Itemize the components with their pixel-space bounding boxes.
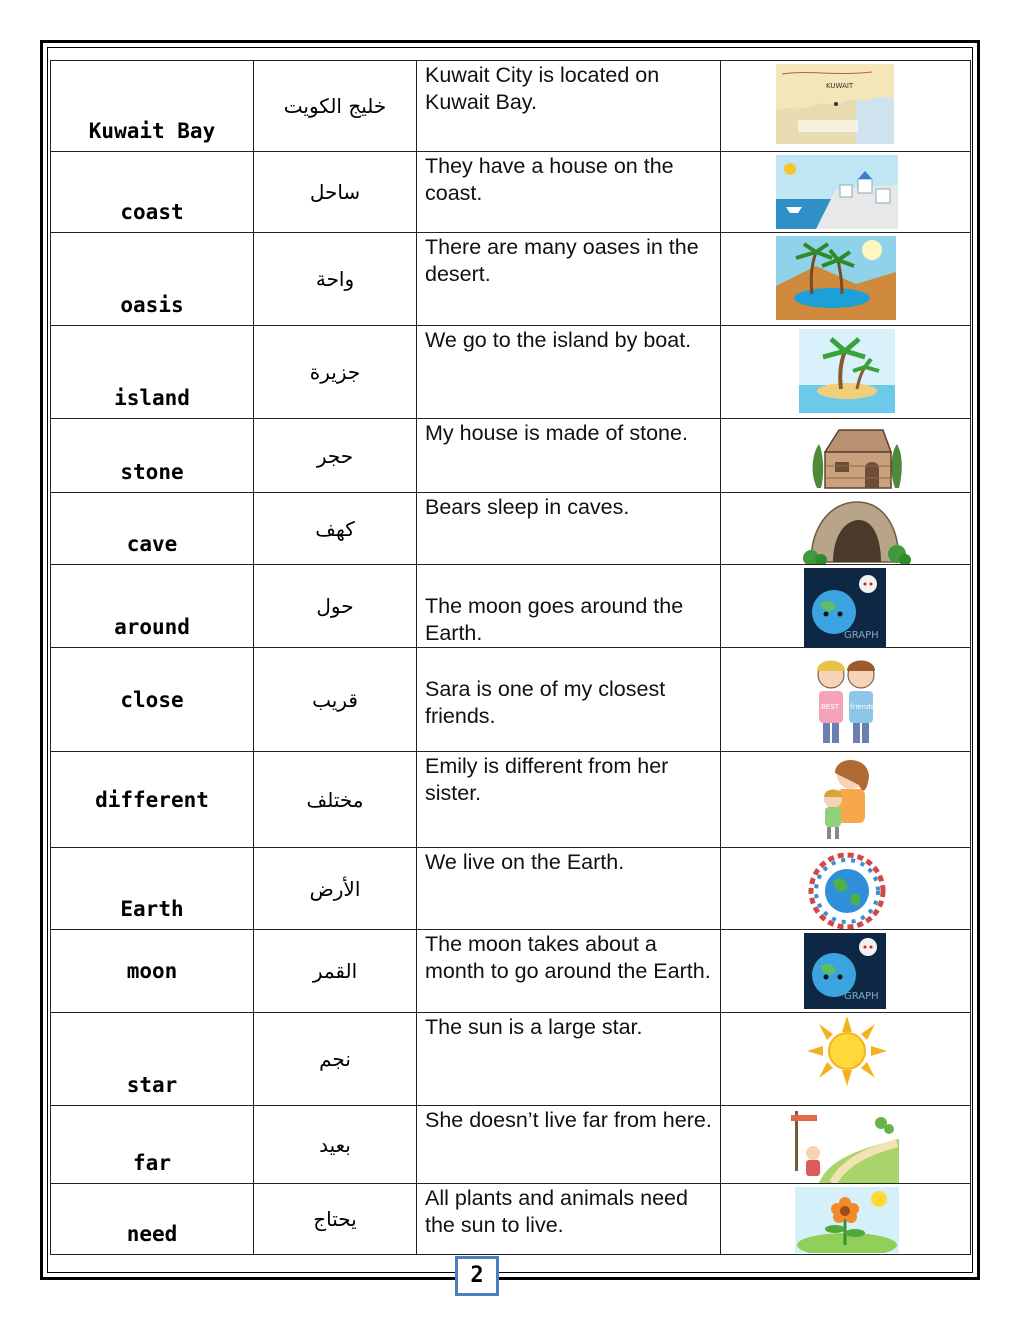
english-word: coast	[51, 152, 254, 233]
english-word: oasis	[51, 233, 254, 326]
coast-icon	[776, 155, 898, 229]
arabic-word: بعيد	[254, 1106, 417, 1184]
picture-cell	[721, 493, 971, 565]
best-label: BEST	[821, 703, 839, 711]
example-sentence: They have a house on the coast.	[417, 152, 721, 233]
watermark-label: GRAPH	[844, 630, 879, 641]
picture-cell	[721, 930, 971, 1013]
picture-cell	[721, 1106, 971, 1184]
friends-label: friends	[850, 703, 875, 711]
arabic-word: قريب	[254, 648, 417, 752]
arabic-word: جزيرة	[254, 326, 417, 419]
picture-cell	[721, 419, 971, 493]
english-word: close	[51, 648, 254, 752]
stone-house-icon	[799, 422, 909, 490]
arabic-word: خليج الكويت	[254, 61, 417, 152]
sun-icon	[807, 1016, 887, 1086]
example-sentence: Kuwait City is located on Kuwait Bay.	[417, 61, 721, 152]
english-word: different	[51, 752, 254, 848]
english-word: around	[51, 565, 254, 648]
picture-cell	[721, 848, 971, 930]
sisters-icon	[811, 755, 881, 841]
table-row	[51, 752, 971, 848]
example-sentence: We live on the Earth.	[417, 848, 721, 930]
example-sentence: All plants and animals need the sun to live.	[417, 1184, 721, 1255]
example-sentence: There are many oases in the desert.	[417, 233, 721, 326]
example-sentence: The moon goes around the Earth.	[417, 565, 721, 648]
arabic-word: كهف	[254, 493, 417, 565]
earth-moon-icon	[804, 568, 886, 648]
map-label: KUWAIT	[826, 82, 854, 90]
example-sentence: She doesn’t live far from here.	[417, 1106, 721, 1184]
english-word: cave	[51, 493, 254, 565]
arabic-word: الأرض	[254, 848, 417, 930]
plant-sun-icon	[795, 1187, 899, 1253]
picture-cell	[721, 752, 971, 848]
table-row	[51, 565, 971, 648]
picture-cell	[721, 152, 971, 233]
arabic-word: القمر	[254, 930, 417, 1013]
picture-cell	[721, 61, 971, 152]
far-road-icon	[789, 1109, 899, 1183]
page-number: 2	[455, 1256, 499, 1296]
table-row	[51, 1013, 971, 1106]
table-row	[51, 930, 971, 1013]
english-word: Earth	[51, 848, 254, 930]
english-word: moon	[51, 930, 254, 1013]
picture-cell	[721, 233, 971, 326]
arabic-word: ساحل	[254, 152, 417, 233]
example-sentence: My house is made of stone.	[417, 419, 721, 493]
vocabulary-table	[50, 60, 971, 1255]
table-row	[51, 419, 971, 493]
arabic-word: مختلف	[254, 752, 417, 848]
example-sentence: We go to the island by boat.	[417, 326, 721, 419]
example-sentence: Emily is different from her sister.	[417, 752, 721, 848]
table-row	[51, 493, 971, 565]
earth-people-icon	[797, 851, 897, 933]
example-sentence: The sun is a large star.	[417, 1013, 721, 1106]
island-icon	[799, 329, 895, 413]
english-word: stone	[51, 419, 254, 493]
table-row	[51, 848, 971, 930]
example-sentence: Sara is one of my closest friends.	[417, 648, 721, 752]
picture-cell	[721, 1013, 971, 1106]
example-sentence: Bears sleep in caves.	[417, 493, 721, 565]
oasis-icon	[776, 236, 896, 320]
english-word: far	[51, 1106, 254, 1184]
table-row	[51, 152, 971, 233]
table-row	[51, 648, 971, 752]
arabic-word: نجم	[254, 1013, 417, 1106]
earth-moon-icon	[804, 933, 886, 1009]
picture-cell	[721, 565, 971, 648]
english-word: need	[51, 1184, 254, 1255]
kuwait-map-icon	[776, 64, 894, 144]
arabic-word: حجر	[254, 419, 417, 493]
english-word: Kuwait Bay	[51, 61, 254, 152]
english-word: island	[51, 326, 254, 419]
picture-cell	[721, 326, 971, 419]
table-row	[51, 233, 971, 326]
table-row	[51, 1184, 971, 1255]
picture-cell	[721, 1184, 971, 1255]
arabic-word: يحتاج	[254, 1184, 417, 1255]
table-row	[51, 61, 971, 152]
best-friends-icon	[801, 651, 891, 751]
example-sentence: The moon takes about a month to go around the Earth.	[417, 930, 721, 1013]
watermark-label: GRAPH	[844, 991, 879, 1002]
arabic-word: حول	[254, 565, 417, 648]
arabic-word: واحة	[254, 233, 417, 326]
table-row	[51, 1106, 971, 1184]
cave-icon	[801, 496, 911, 564]
table-row	[51, 326, 971, 419]
english-word: star	[51, 1013, 254, 1106]
picture-cell	[721, 648, 971, 752]
